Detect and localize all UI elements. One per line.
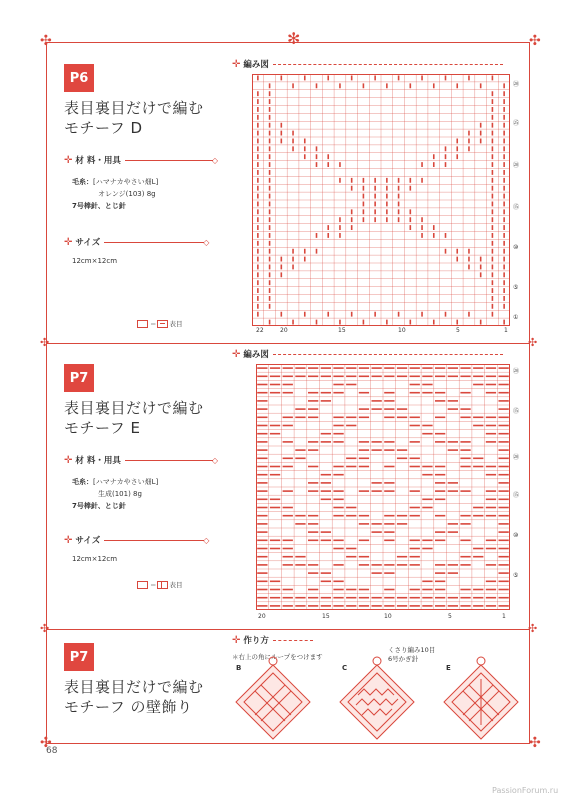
corner-ornament-icon: ✣	[529, 735, 541, 751]
size-heading	[64, 534, 209, 546]
heading-rule	[273, 64, 503, 65]
x-tick: 5	[456, 327, 460, 334]
section-divider	[46, 343, 530, 344]
corner-ornament-icon: ✣	[528, 336, 538, 349]
materials-heading	[64, 154, 218, 166]
y-tick: ⑮	[513, 408, 520, 415]
size-heading-label: サイズ	[75, 536, 101, 546]
y-tick: ⑳	[513, 81, 520, 88]
diamond-icon: ◇	[203, 535, 210, 545]
size-value: 12cm×12cm	[72, 555, 118, 563]
heading-rule	[104, 242, 204, 243]
y-tick: ⑩	[513, 532, 519, 539]
legend-label: 表目	[169, 581, 183, 589]
y-axis-labels	[513, 364, 527, 610]
cross-ornament-icon: ✛	[232, 634, 241, 646]
motif-e-diamond	[444, 657, 518, 739]
chart-heading	[232, 348, 503, 360]
chain-note-1: くさり編み10目	[388, 646, 436, 654]
loop-note: ＊右上の角にループをつけます	[232, 653, 323, 661]
yarn-color: オレンジ(103) 8g	[98, 190, 156, 198]
y-tick: ⑤	[513, 572, 519, 579]
heading-rule	[273, 354, 503, 355]
needles: 7号棒針、とじ針	[72, 202, 126, 210]
stitch-legend	[137, 319, 183, 328]
yarn-label: 毛糸：	[72, 178, 93, 186]
y-tick: ⑮	[513, 204, 520, 211]
corner-ornament-icon: ✣	[528, 622, 538, 635]
pattern-title	[64, 398, 204, 438]
x-axis-labels	[252, 327, 510, 337]
title-line-1: 表目裏目だけで編む	[64, 399, 204, 417]
yarn-name: [ハマナカやさい畑L]	[93, 478, 159, 486]
y-tick: ⑳	[513, 368, 520, 375]
watermark: PassionForum.ru	[492, 786, 559, 795]
heading-rule	[125, 160, 213, 161]
corner-ornament-icon: ✣	[529, 33, 541, 49]
title-line-1: 表目裏目だけで編む	[64, 99, 204, 117]
x-tick: 15	[338, 327, 346, 334]
chart-heading	[232, 58, 503, 70]
motif-label-c: C	[342, 664, 348, 672]
x-tick: 20	[280, 327, 288, 334]
motif-label-e: E	[446, 664, 451, 672]
heading-rule	[273, 640, 313, 641]
legend-eq: ＝	[150, 581, 157, 589]
title-line-1: 表目裏目だけで編む	[64, 678, 204, 696]
chart-heading-label: 編み図	[243, 60, 269, 70]
cross-ornament-icon: ✛	[64, 534, 73, 546]
diamond-icon: ◇	[211, 155, 219, 165]
legend-label: 表目	[169, 320, 183, 328]
section-divider	[46, 629, 530, 630]
materials-heading-label: 材 料・用具	[75, 156, 121, 166]
cross-ornament-icon: ✛	[64, 454, 73, 466]
materials-heading	[64, 454, 218, 466]
motif-b-diamond	[236, 657, 310, 739]
chart-heading-label: 編み図	[243, 350, 269, 360]
y-tick: ㉕	[513, 120, 520, 127]
knitting-chart-e	[256, 364, 510, 610]
legend-eq: ＝	[150, 320, 157, 328]
y-tick: ⑤	[513, 284, 519, 291]
howto-heading-label: 作り方	[243, 636, 269, 646]
materials-info	[72, 176, 158, 212]
x-tick: 22	[256, 327, 264, 334]
diamond-icon: ◇	[211, 455, 219, 465]
wall-decoration-illustration	[225, 655, 530, 750]
legend-blank-box	[137, 581, 148, 589]
pattern-badge: P7	[64, 643, 94, 671]
x-axis-labels	[256, 613, 510, 623]
pattern-title	[64, 677, 204, 717]
pattern-badge: P6	[64, 64, 94, 92]
size-heading-label: サイズ	[75, 238, 101, 248]
x-tick: 5	[448, 613, 452, 620]
pattern-title	[64, 98, 204, 138]
needles: 7号棒針、とじ針	[72, 502, 126, 510]
y-tick: ⑮	[513, 492, 520, 499]
motif-c-diamond	[340, 657, 414, 739]
cross-ornament-icon: ✛	[232, 348, 241, 360]
yarn-color: 生成(101) 8g	[98, 490, 142, 498]
page-number: 68	[46, 746, 58, 756]
materials-info	[72, 476, 158, 512]
title-line-2: モチーフ の壁飾り	[64, 698, 193, 716]
x-tick: 10	[384, 613, 392, 620]
yarn-name: [ハマナカやさい畑L]	[93, 178, 159, 186]
pattern-badge: P7	[64, 364, 94, 392]
corner-ornament-icon: ✣	[40, 336, 50, 349]
cross-ornament-icon: ✛	[232, 58, 241, 70]
corner-ornament-icon: ✣	[40, 735, 52, 751]
yarn-label: 毛糸：	[72, 478, 93, 486]
size-value: 12cm×12cm	[72, 257, 118, 265]
corner-ornament-icon: ✣	[40, 622, 50, 635]
stitch-legend	[137, 580, 183, 589]
legend-bar-box	[157, 581, 168, 589]
x-tick: 20	[258, 613, 266, 620]
howto-heading	[232, 634, 313, 646]
cross-ornament-icon: ✛	[64, 236, 73, 248]
corner-ornament-icon: ✣	[40, 33, 52, 49]
y-tick: ⑳	[513, 162, 520, 169]
title-line-2: モチーフ E	[64, 419, 141, 437]
x-tick: 10	[398, 327, 406, 334]
y-axis-labels	[513, 74, 527, 326]
chain-note-2: 6号かぎ針	[388, 655, 419, 663]
diamond-icon: ◇	[203, 237, 210, 247]
legend-blank-box	[137, 320, 148, 328]
title-line-2: モチーフ D	[64, 119, 143, 137]
legend-dash-box	[157, 320, 168, 328]
motif-label-b: B	[236, 664, 242, 672]
y-tick: ⑩	[513, 244, 519, 251]
materials-heading-label: 材 料・用具	[75, 456, 121, 466]
snowflake-ornament-icon: ✻	[287, 29, 301, 48]
heading-rule	[125, 460, 213, 461]
heading-rule	[104, 540, 204, 541]
y-tick: ①	[513, 314, 519, 321]
cross-ornament-icon: ✛	[64, 154, 73, 166]
size-heading	[64, 236, 209, 248]
x-tick: 1	[502, 613, 506, 620]
x-tick: 15	[322, 613, 330, 620]
knitting-chart-d	[252, 74, 510, 326]
y-tick: ⑳	[513, 454, 520, 461]
x-tick: 1	[504, 327, 508, 334]
